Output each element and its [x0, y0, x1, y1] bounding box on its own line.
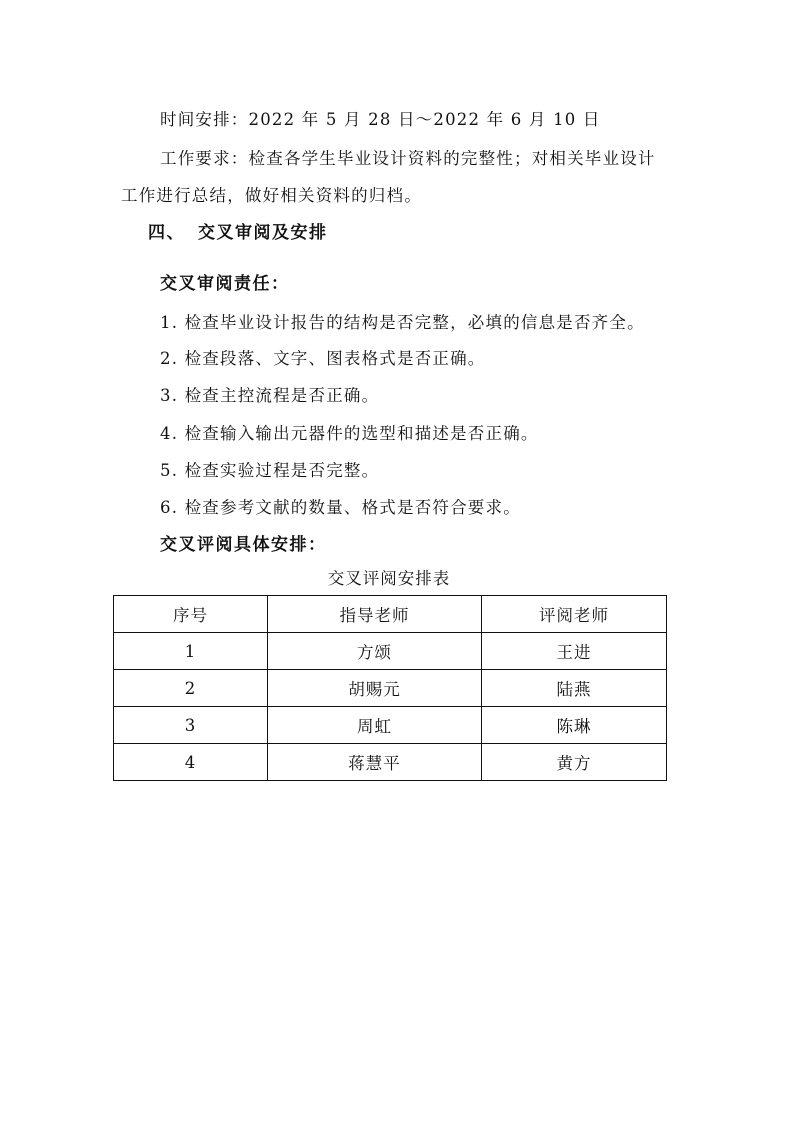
review-arrangement-table — [113, 595, 667, 781]
cell-advisor: 胡赐元 — [268, 670, 482, 707]
table-header-row — [114, 596, 667, 633]
table-row — [114, 744, 667, 781]
section-number: 四、 — [148, 223, 185, 243]
duty-item-2: 2. 检查段落、文字、图表格式是否正确。 — [160, 349, 486, 368]
duty-item-4: 4. 检查输入输出元器件的选型和描述是否正确。 — [160, 424, 539, 443]
header-serial: 序号 — [114, 596, 268, 633]
cell-reviewer: 黄方 — [482, 744, 667, 781]
time-schedule-line: 时间安排：2022 年 5 月 28 日～2022 年 6 月 10 日 — [160, 110, 601, 129]
table-row — [114, 670, 667, 707]
duty-item-5: 5. 检查实验过程是否完整。 — [160, 461, 380, 480]
cell-serial: 4 — [114, 744, 268, 781]
duty-item-6: 6. 检查参考文献的数量、格式是否符合要求。 — [160, 498, 521, 517]
section-title: 交叉审阅及安排 — [198, 223, 328, 243]
work-requirement-line-1: 工作要求：检查各学生毕业设计资料的完整性；对相关毕业设计 — [160, 149, 656, 168]
table-caption: 交叉评阅安排表 — [327, 569, 451, 588]
duty-item-1: 1. 检查毕业设计报告的结构是否完整，必填的信息是否齐全。 — [160, 313, 645, 332]
arrangement-label: 交叉评阅具体安排： — [160, 535, 327, 555]
cell-reviewer: 王进 — [482, 633, 667, 670]
table-row — [114, 633, 667, 670]
cell-serial: 3 — [114, 707, 268, 744]
cell-serial: 1 — [114, 633, 268, 670]
cell-advisor: 方颂 — [268, 633, 482, 670]
section-heading — [148, 222, 328, 244]
cell-reviewer: 陈琳 — [482, 707, 667, 744]
table-row — [114, 707, 667, 744]
cell-serial: 2 — [114, 670, 268, 707]
cell-advisor: 周虹 — [268, 707, 482, 744]
work-requirement-line-2: 工作进行总结，做好相关资料的归档。 — [121, 186, 422, 205]
duty-heading: 交叉审阅责任： — [160, 274, 290, 294]
cell-advisor: 蒋慧平 — [268, 744, 482, 781]
header-advisor: 指导老师 — [268, 596, 482, 633]
cell-reviewer: 陆燕 — [482, 670, 667, 707]
duty-item-3: 3. 检查主控流程是否正确。 — [160, 386, 380, 405]
header-reviewer: 评阅老师 — [482, 596, 667, 633]
